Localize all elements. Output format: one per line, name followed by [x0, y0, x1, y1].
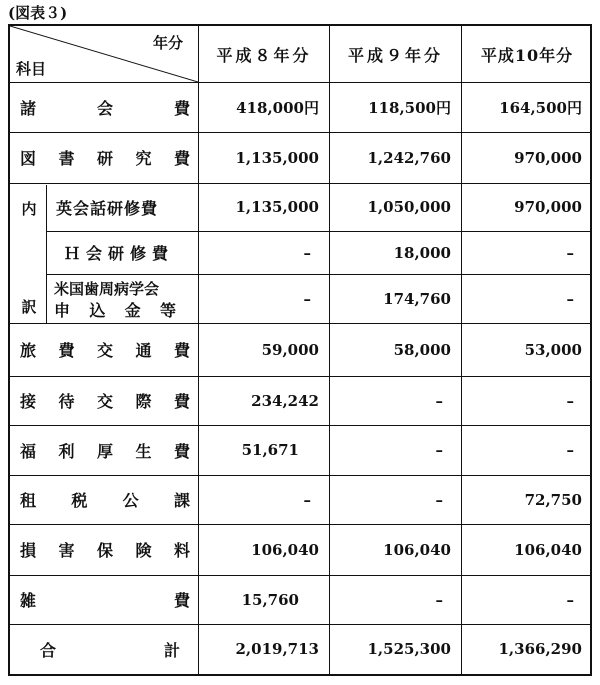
table-cell: 174,760 [383, 289, 451, 308]
table-cell: 1,050,000 [367, 198, 451, 216]
table-cell: – [566, 289, 574, 308]
table-cell: 58,000 [393, 340, 451, 359]
table-caption: (図表３) [8, 4, 68, 22]
row-label-settai: 接 待 交 際 費 [20, 392, 190, 411]
table-cell: 106,040 [251, 540, 319, 559]
table-cell-total: 1,525,300 [367, 640, 451, 658]
table-cell: 106,040 [383, 540, 451, 559]
row-label-fukuri: 福 利 厚 生 費 [20, 441, 190, 461]
table-cell: – [566, 391, 574, 410]
row-label-zappi: 雑 費 [20, 591, 190, 610]
table-cell: 970,000 [514, 198, 582, 216]
table-cell-total: 1,366,290 [498, 640, 582, 658]
uchiwake-bottom-label: 訳 [21, 297, 37, 316]
table-cell: 418,000円 [236, 98, 319, 117]
table-cell: – [435, 490, 443, 509]
table-cell: 1,135,000 [235, 148, 319, 167]
table-cell: 164,500円 [499, 98, 582, 117]
row-label-songai: 損 害 保 険 料 [20, 541, 190, 560]
table-cell: – [303, 289, 311, 308]
table-cell: 1,242,760 [367, 148, 451, 167]
row-label-sozei: 租 税 公 課 [20, 491, 190, 510]
corner-year-label: 年分 [152, 33, 183, 52]
table-cell: 59,000 [261, 340, 319, 359]
row-label-eikaiwa: 英会話研修費 [56, 198, 159, 218]
table-cell: – [303, 490, 311, 509]
row-label-total: 合 計 [40, 640, 180, 660]
row-label-beikoku-line2: 申 込 金 等 [54, 300, 176, 320]
table-cell: – [435, 391, 443, 410]
expense-table [8, 24, 592, 676]
table-cell: – [566, 243, 574, 262]
table-cell: 234,242 [251, 391, 319, 410]
table-cell: 1,135,000 [235, 198, 319, 216]
year-header-h9: 平成９年分 [347, 45, 443, 65]
table-cell: 51,671 [241, 441, 299, 459]
row-label-ryohi: 旅 費 交 通 費 [20, 341, 190, 360]
row-label-hkai: Ｈ会研修費 [64, 244, 175, 263]
table-cell: – [566, 441, 574, 459]
year-header-h10: 平成10年分 [480, 45, 574, 65]
table-cell: 15,760 [241, 590, 299, 609]
row-label-tosho: 図 書 研 究 費 [20, 149, 190, 168]
table-cell: 53,000 [524, 340, 582, 359]
table-cell: 18,000 [393, 243, 451, 262]
table-cell: 970,000 [514, 148, 582, 167]
uchiwake-divider [46, 185, 47, 323]
row-label-shokaihi: 諸 会 費 [20, 98, 190, 118]
table-cell: – [566, 590, 574, 609]
table-cell: 72,750 [524, 490, 582, 509]
uchiwake-top-label: 内 [21, 199, 37, 218]
table-cell: 118,500円 [368, 98, 451, 117]
year-header-h8: 平成８年分 [216, 45, 312, 65]
corner-subject-label: 科目 [16, 59, 47, 78]
table-cell-total: 2,019,713 [235, 640, 319, 658]
table-cell: 106,040 [514, 540, 582, 559]
table-cell: – [303, 243, 311, 262]
table-cell: – [435, 590, 443, 609]
table-cell: – [435, 441, 443, 459]
row-label-beikoku-line1: 米国歯周病学会 [54, 279, 160, 298]
